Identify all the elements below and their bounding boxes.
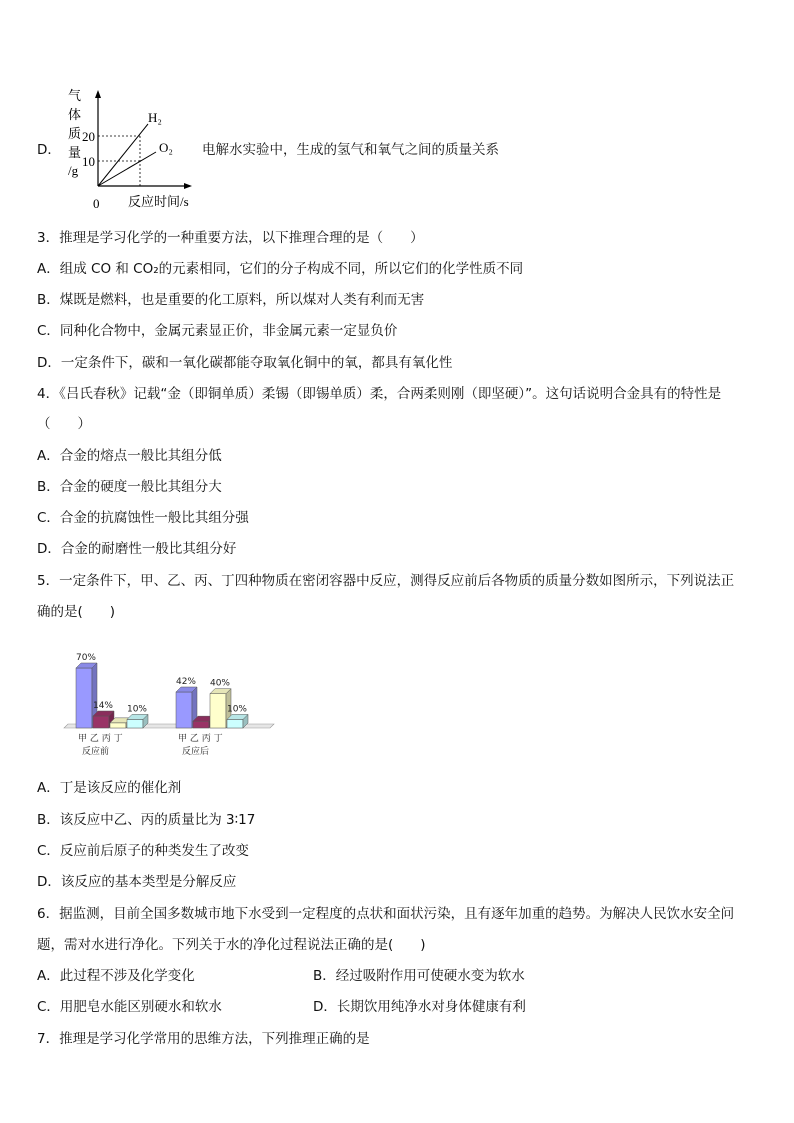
group-name-1: 反应后 <box>182 747 210 757</box>
q4-option-b: B．合金的硬度一般比其组分大 <box>37 479 222 495</box>
group-name-0: 反应前 <box>82 747 110 757</box>
graph-xlabel: 反应时间/s <box>128 194 189 209</box>
q4-option-c: C．合金的抗腐蚀性一般比其组分强 <box>37 510 249 526</box>
bar-1-0 <box>176 692 192 728</box>
graph-o2-label: O₂ <box>159 140 173 155</box>
bar-0-2 <box>110 723 126 728</box>
graph-origin: 0 <box>93 196 100 211</box>
bar-1-3 <box>227 719 243 728</box>
q5-option-a: A．丁是该反应的催化剂 <box>37 780 182 796</box>
bar-label-1-0: 42% <box>175 677 197 687</box>
q4-stem-line1: 4．《吕氏春秋》记载“金（即铜单质）柔锡（即锡单质）柔，合两柔则刚（即坚硬）”。这句话说明合金具有的特性是 <box>37 386 722 402</box>
q4-stem-line2: （ ） <box>37 416 91 432</box>
q6-option-a: A．此过程不涉及化学变化 <box>37 968 195 984</box>
bar-0-0 <box>76 668 92 728</box>
bar-0-1 <box>93 716 109 728</box>
q3-stem: 3．推理是学习化学的一种重要方法，以下推理合理的是（ ） <box>37 230 424 246</box>
graph-ytick-20: 20 <box>82 129 95 144</box>
q3-option-b: B．煤既是燃料，也是重要的化工原料，所以煤对人类有利而无害 <box>37 292 425 308</box>
graph-y-arrow <box>95 90 101 98</box>
graph-ytick-10: 10 <box>82 154 95 169</box>
graph-h2-label: H₂ <box>148 110 162 125</box>
graph-ylabel-1: 体 <box>68 107 82 122</box>
mass-time-graph <box>60 86 210 212</box>
group-categories-0: 甲 乙 丙 丁 <box>78 734 123 744</box>
graph-o2-line <box>98 152 156 186</box>
q4-option-d: D．合金的耐磨性一般比其组分好 <box>37 541 237 557</box>
q3-option-a: A．组成 CO 和 CO₂的元素相同，它们的分子构成不同，所以它们的化学性质不同 <box>37 261 524 277</box>
q3-option-c: C．同种化合物中，金属元素显正价，非金属元素一定显负价 <box>37 323 398 339</box>
bar-label-0-1: 14% <box>92 701 114 711</box>
q6-option-d: D．长期饮用纯净水对身体健康有利 <box>313 999 526 1015</box>
q2-option-d-text: 电解水实验中，生成的氢气和氧气之间的质量关系 <box>202 142 499 158</box>
q5-stem-line1: 5．一定条件下，甲、乙、丙、丁四种物质在密闭容器中反应，测得反应前后各物质的质量分数如图所示，下列说法正 <box>37 573 735 589</box>
bar-label-0-3: 10% <box>126 704 148 715</box>
q6-stem-line2: 题，需对水进行净化。下列关于水的净化过程说法正确的是( ) <box>37 937 426 953</box>
q5-stem-line2: 确的是( ) <box>37 604 116 620</box>
bar-1-2 <box>210 694 226 728</box>
q2-option-d-label: D． <box>37 142 61 158</box>
q6-option-c: C．用肥皂水能区别硬水和软水 <box>37 999 222 1015</box>
graph-x-arrow <box>184 183 192 189</box>
graph-h2-line <box>98 124 148 186</box>
q4-option-a: A．合金的熔点一般比其组分低 <box>37 448 222 464</box>
q7-stem: 7．推理是学习化学常用的思维方法，下列推理正确的是 <box>37 1031 370 1047</box>
q6-stem-line1: 6．据监测，目前全国多数城市地下水受到一定程度的点状和面状污染，且有逐年加重的趋势。为解决人民饮水安全问 <box>37 906 735 922</box>
group-categories-1: 甲 乙 丙 丁 <box>178 734 223 744</box>
graph-ylabel-2: 质 <box>68 126 82 141</box>
bar-0-3 <box>127 719 143 728</box>
q5-option-b: B．该反应中乙、丙的质量比为 3∶17 <box>37 812 256 828</box>
graph-ylabel-4: /g <box>68 163 79 178</box>
q6-option-b: B．经过吸附作用可使硬水变为软水 <box>313 968 525 984</box>
q3-option-d: D．一定条件下，碳和一氧化碳都能夺取氧化铜中的氧，都具有氧化性 <box>37 355 453 371</box>
bar-label-1-2: 40% <box>209 678 231 689</box>
mass-fraction-bar-chart <box>60 638 280 760</box>
bar-label-1-3: 10% <box>226 704 248 715</box>
q5-option-c: C．反应前后原子的种类发生了改变 <box>37 843 249 859</box>
bar-label-0-0: 70% <box>75 653 97 663</box>
graph-ylabel-3: 量 <box>68 145 82 160</box>
graph-ylabel-0: 气 <box>68 88 82 103</box>
q5-option-d: D．该反应的基本类型是分解反应 <box>37 874 237 890</box>
bar-1-1 <box>193 721 209 728</box>
